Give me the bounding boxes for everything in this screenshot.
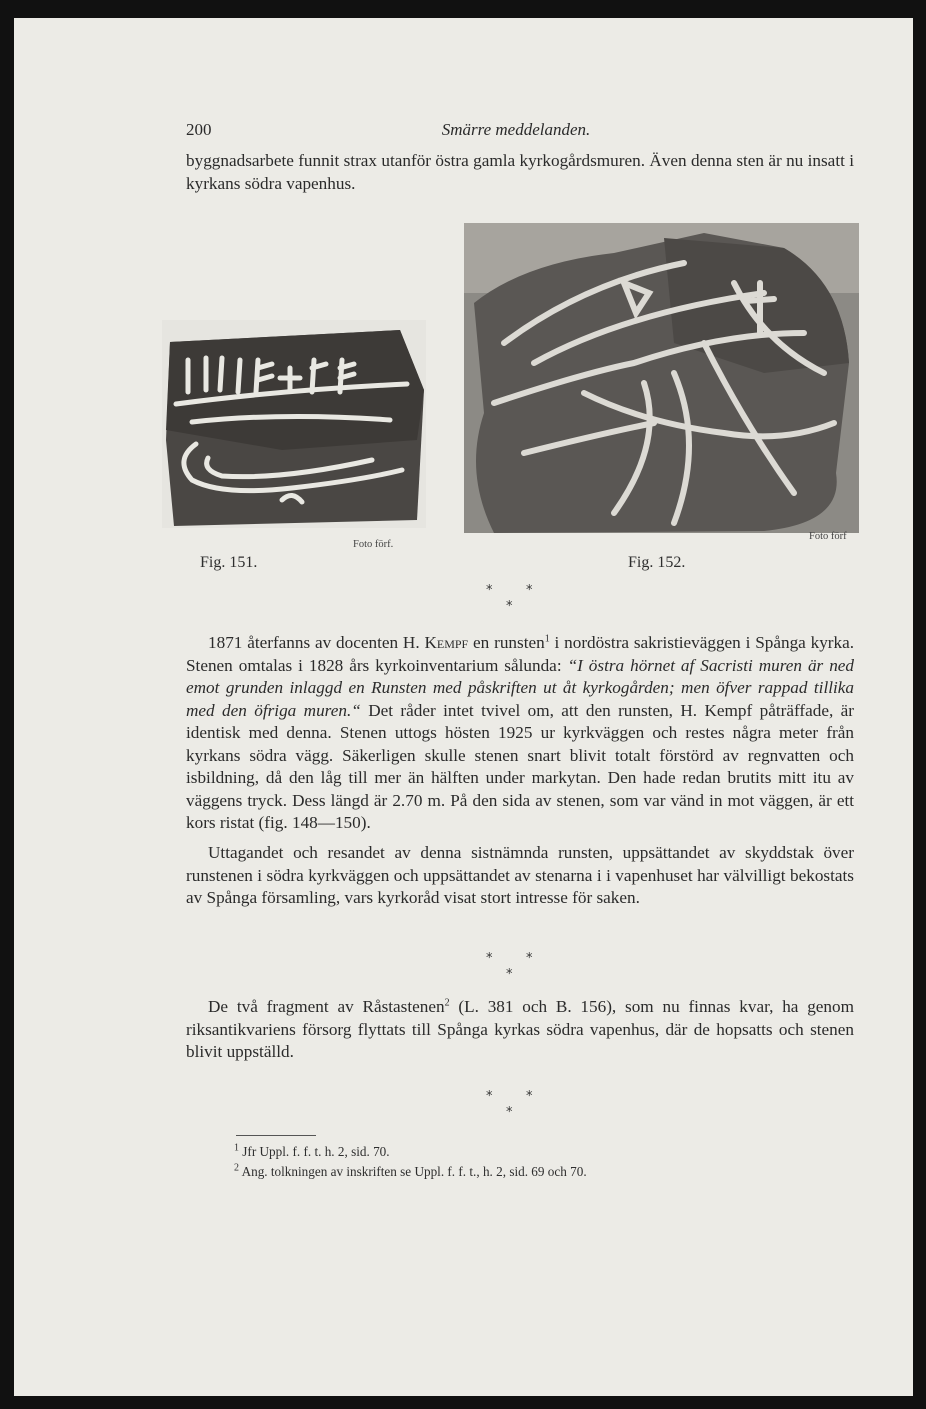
separator-star: * [526,1089,533,1104]
section-separator [486,1090,546,1122]
text-span: (L. 381 och B. 156), som nu finnas kvar, ha genom riksantikvariens försorg flyttats till Spånga kyrkas södra vapenhus, där de hopsatts och stenen blivit uppställd. [186,997,854,1061]
separator-star: * [486,1089,493,1104]
figure-151-photo [162,320,426,528]
separator-star: * [506,967,513,982]
separator-star: * [486,951,493,966]
document-page [14,18,913,1396]
separator-star: * [526,951,533,966]
page-number: 200 [186,120,212,139]
footnote-mark: 1 [234,1142,239,1154]
author-name: Kempf [424,633,469,652]
footnote-mark: 2 [234,1162,239,1174]
footnote [234,1164,587,1180]
figure-152-caption: Fig. 152. [628,554,686,571]
figure-152-credit: Foto förf [809,531,847,542]
text-span: i nordöstra sakristieväggen i Spånga kyrka. Stenen omtalas i 1828 års kyrkoinventarium sålunda: [186,633,855,675]
text-span: 1871 återfanns av docenten H. [208,633,420,652]
section-separator [486,952,546,984]
running-title: Smärre meddelanden. [441,120,591,139]
footnote-text: Jfr Uppl. f. f. t. h. 2, sid. 70. [242,1144,390,1159]
footnote-ref: 2 [444,997,450,1009]
separator-star: * [486,583,493,598]
text-span: De två fragment av Råstastenen [208,997,445,1016]
body-paragraph [186,996,854,1064]
separator-star: * [506,1105,513,1120]
text-span: Det råder intet tvivel om, att den runsten, H. Kempf påträffade, är identisk med denna. Stenen uttogs hösten 1925 ur kyrkväggen och restes några meter från kyrkans södra vägg. Säkerligen skulle stenen snart blivit totalt förstörd av regnvatten och isbildning, då den låg till mer än hälften under markytan. Den hade redan brutits mitt itu av väggens tryck. Dess längd är 2.70 m. På den sida av stenen, som var vänd in mot väggen, är ett kors ristat (fig. 148—150). [186,700,854,832]
section-separator [486,584,546,616]
text-span: en runsten [473,633,545,652]
figure-151-credit: Foto förf. [353,539,394,550]
footnote-ref: 1 [544,633,550,645]
footnote-divider [236,1135,316,1136]
body-paragraph [186,632,854,835]
body-paragraph: Uttagandet och resandet av denna sistnämnda runsten, uppsättandet av skyddstak över runstenen i södra kyrkväggen och uppsättandet av stenarna i i vapenhuset har välvilligt bekostats av Spånga församling, vars kyrkoråd visat stort intresse för saken. [186,843,854,907]
inventory-quote: “I östra hörnet af Sacristi muren är ned emot grunden inlaggd en Runsten med påskriften ut åt kyrkogården; men öfver rappad tillika med den öfriga muren.“ [186,655,855,720]
separator-star: * [526,583,533,598]
footnote [234,1144,390,1160]
page-header [186,120,846,150]
figure-151-caption: Fig. 151. [200,554,258,571]
figure-152-photo [464,223,859,533]
separator-star: * [506,599,513,614]
footnote-text: Ang. tolkningen av inskriften se Uppl. f. f. t., h. 2, sid. 69 och 70. [241,1164,587,1179]
intro-paragraph: byggnadsarbete funnit strax utanför östra gamla kyrkogårdsmuren. Även denna sten är nu insatt i kyrkans södra vapenhus. [186,151,854,193]
